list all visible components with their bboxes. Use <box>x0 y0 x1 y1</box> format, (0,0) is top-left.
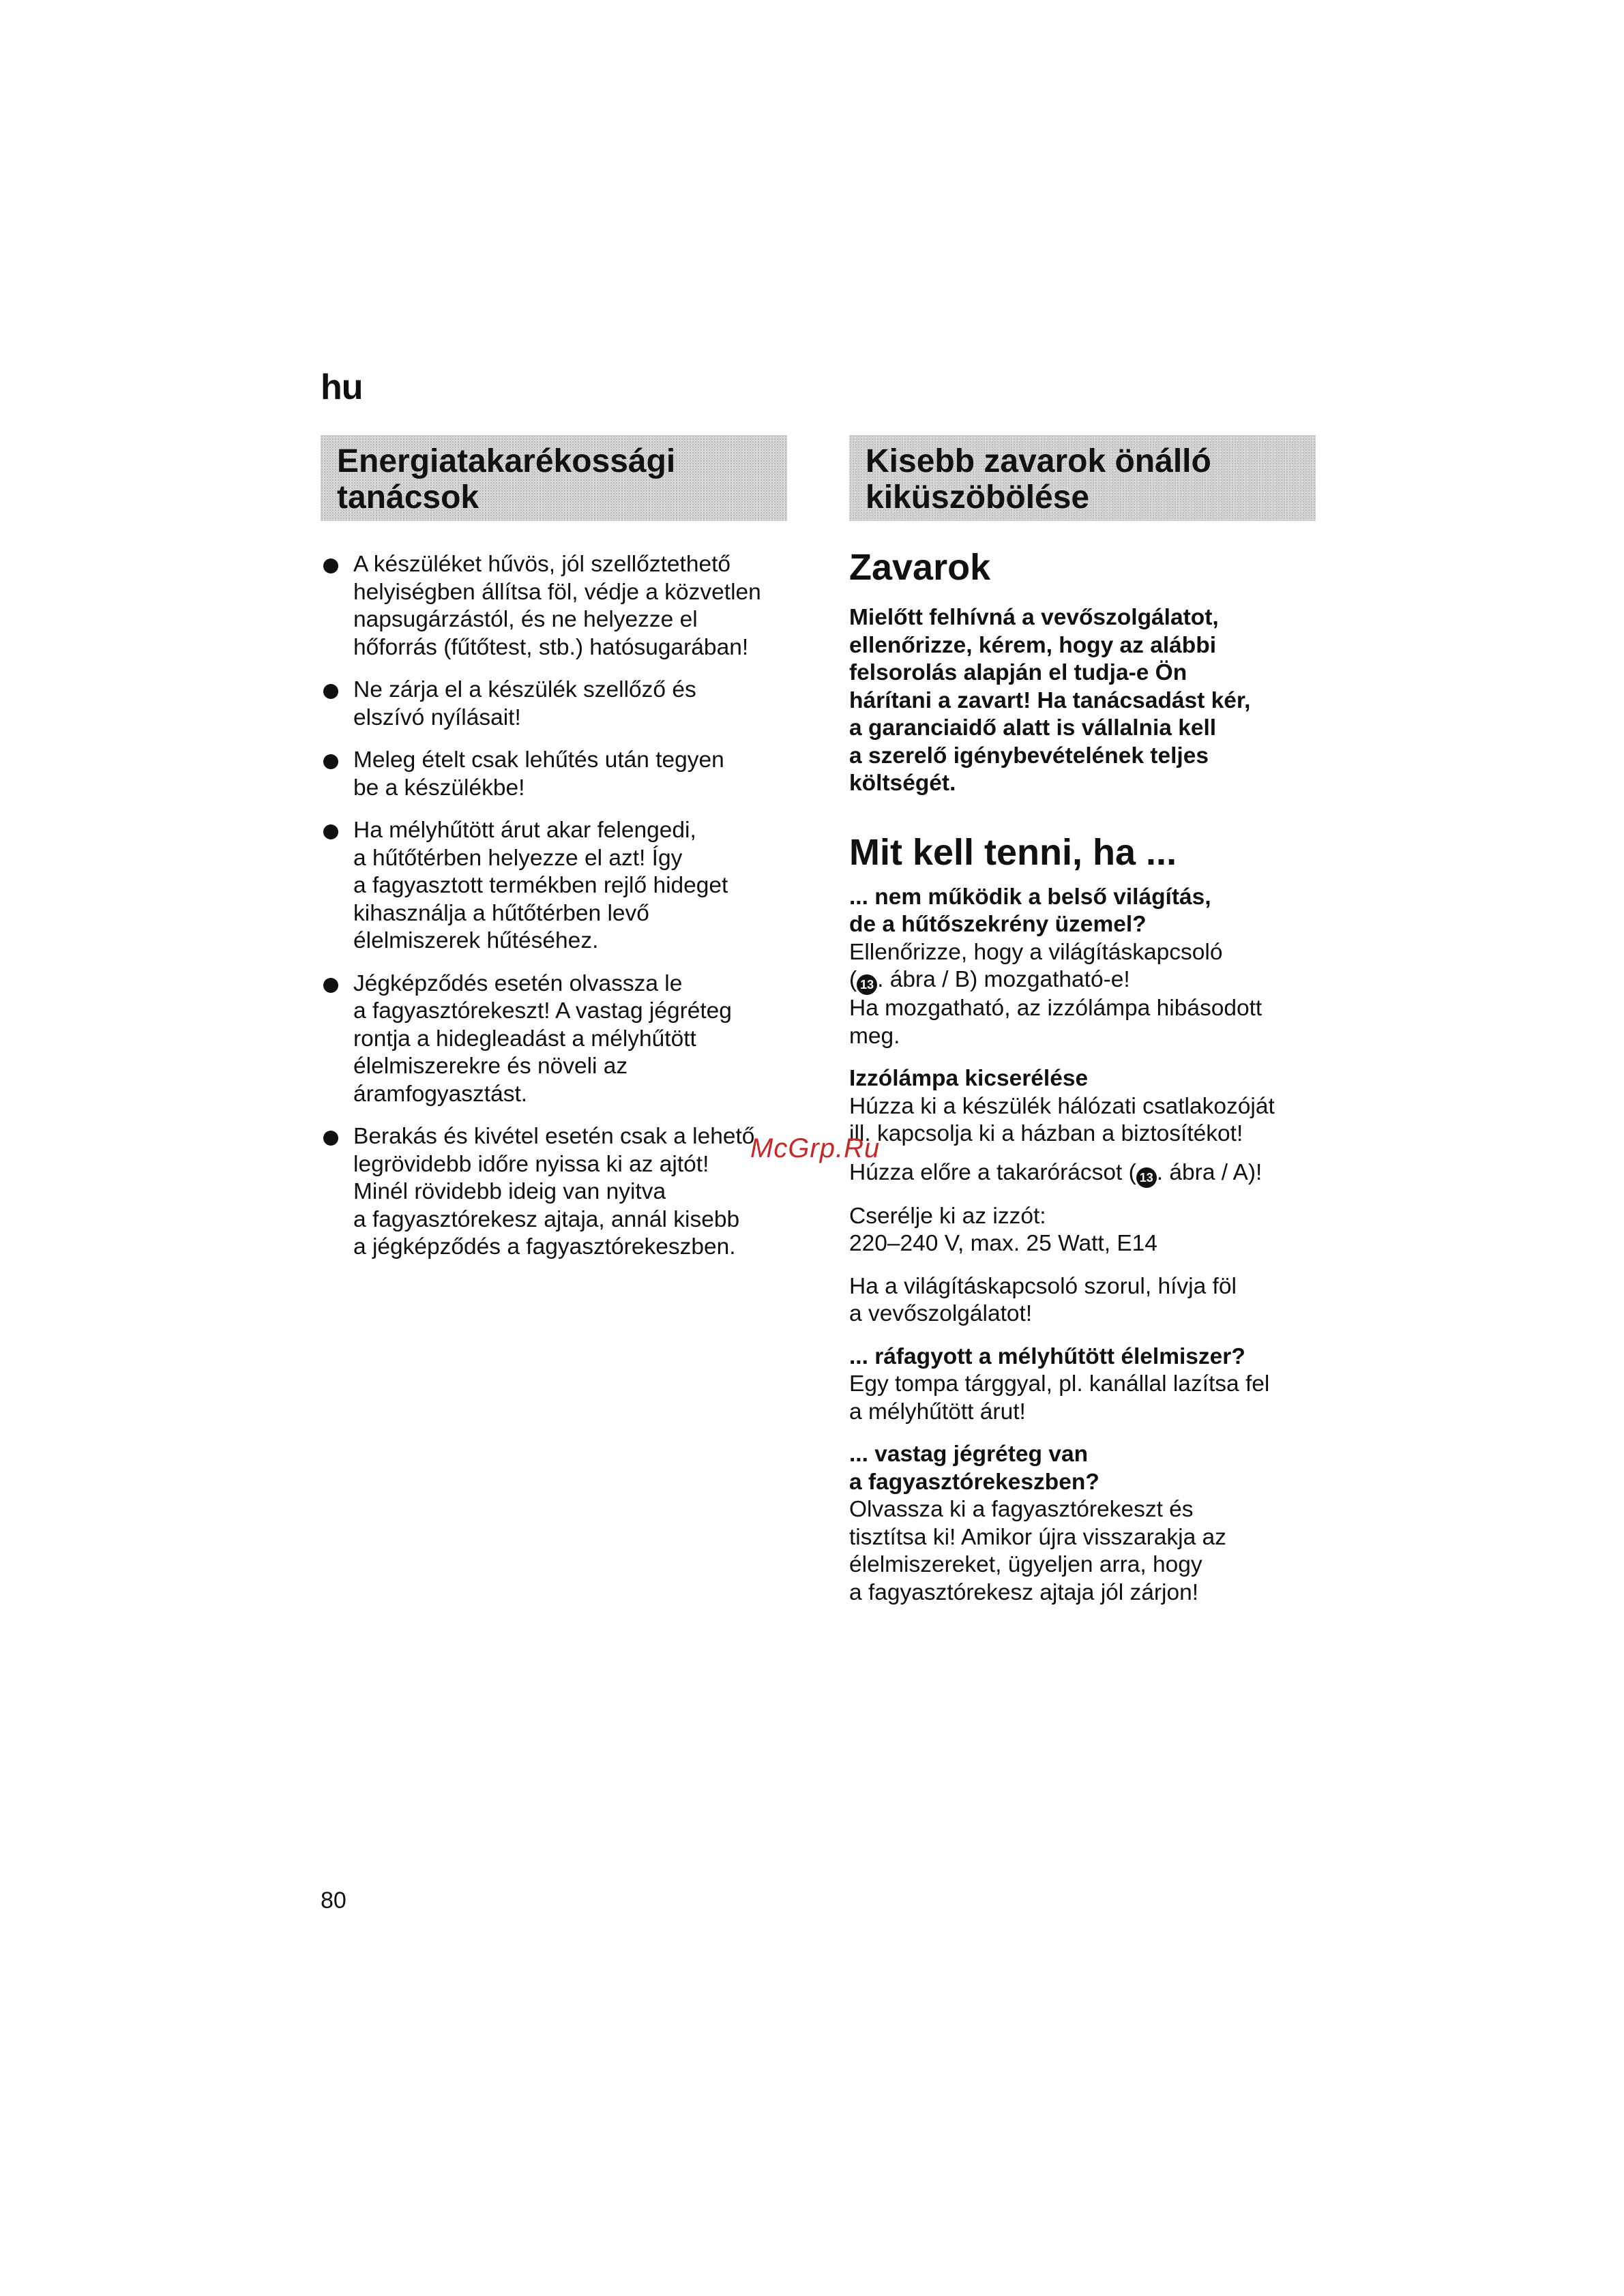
switch-note <box>849 1273 1327 1328</box>
text-line: Húzza ki a készülék hálózati csatlakozóját <box>849 1093 1275 1119</box>
text-line: a fagyasztórekesz ajtaja jól zárjon! <box>849 1579 1199 1605</box>
bullet-icon <box>323 754 338 769</box>
text-line: élelmiszerek hűtéséhez. <box>353 928 599 953</box>
text-line: kihasználja a hűtőtérben levő <box>353 900 649 926</box>
text-line: Ha a világításkapcsoló szorul, hívja föl <box>849 1273 1237 1299</box>
banner-title-line: tanácsok <box>337 479 479 516</box>
text-line: a szerelő igénybevételének teljes <box>849 743 1209 769</box>
text-line: a fagyasztórekesz ajtaja, annál kisebb <box>353 1206 740 1232</box>
what-to-do-heading: Mit kell tenni, ha ... <box>849 831 1177 873</box>
text-line: ellenőrizze, kérem, hogy az alábbi <box>849 632 1217 658</box>
text-line: 220–240 V, max. 25 Watt, E14 <box>849 1231 1157 1256</box>
banner-title-line: Kisebb zavarok önálló <box>866 443 1211 479</box>
text-line: a fagyasztórekeszt! A vastag jégréteg <box>353 998 732 1024</box>
list-item <box>321 817 798 955</box>
text-line: élelmiszerekre és növeli az <box>353 1054 628 1079</box>
text-line: hőforrás (fűtőtest, stb.) hatósugarában! <box>353 634 749 660</box>
text-line: Ha mozgatható, az izzólámpa hibásodott <box>849 996 1263 1021</box>
text-line: Minél rövidebb ideig van nyitva <box>353 1179 666 1204</box>
energy-tips-column <box>321 551 798 1277</box>
watermark: McGrp.Ru <box>750 1133 881 1163</box>
bullet-icon <box>323 824 338 839</box>
text-fragment: . ábra / B) mozgatható-e! <box>877 967 1130 992</box>
bullet-icon <box>323 1131 338 1146</box>
text-fragment: . ábra / A)! <box>1156 1159 1263 1185</box>
text-line: Ellenőrizze, hogy a világításkapcsoló <box>849 939 1223 965</box>
question-line: ... ráfagyott a mélyhűtött élelmiszer? <box>849 1343 1245 1369</box>
text-fragment: ( <box>849 967 857 992</box>
page-number: 80 <box>321 1888 346 1913</box>
banner-title-line: Energiatakarékossági <box>337 443 676 479</box>
text-line: áramfogyasztást. <box>353 1081 528 1107</box>
troubleshooting-column <box>849 546 1327 1622</box>
question-line: ... vastag jégréteg van <box>849 1442 1089 1467</box>
intro-paragraph <box>849 604 1327 798</box>
text-line: költségét. <box>849 771 956 796</box>
text-fragment: Húzza előre a takarórácsot ( <box>849 1159 1136 1185</box>
text-line: élelmiszereket, ügyeljen arra, hogy <box>849 1552 1202 1577</box>
list-item <box>321 551 798 661</box>
text-line-with-figure <box>849 966 1327 995</box>
text-line: a jégképződés a fagyasztórekeszben. <box>353 1234 736 1259</box>
text-line: a mélyhűtött árut! <box>849 1399 1026 1425</box>
text-line: a vevőszolgálatot! <box>849 1301 1033 1326</box>
figure-number-badge: 13 <box>1136 1167 1157 1188</box>
bulb-replacement-block <box>849 1065 1327 1148</box>
text-line: Egy tompa tárggyal, pl. kanállal lazítsa fel <box>849 1371 1270 1397</box>
text-line: be a készülékbe! <box>353 775 525 801</box>
list-item <box>321 970 798 1109</box>
text-line: ill. kapcsolja ki a házban a biztosítékot! <box>849 1121 1243 1146</box>
text-line: a hűtőtérben helyezze el azt! Így <box>353 845 683 871</box>
text-line: rontja a hidegleadást a mélyhűtött <box>353 1026 696 1052</box>
text-line: Jégképződés esetén olvassza le <box>353 970 683 996</box>
text-line: Mielőtt felhívná a vevőszolgálatot, <box>849 605 1219 630</box>
text-line-with-figure <box>849 1159 1327 1188</box>
bullet-icon <box>323 558 338 573</box>
text-line: Cserélje ki az izzót: <box>849 1203 1046 1229</box>
thick-ice-block <box>849 1441 1327 1607</box>
text-line: a garanciaidő alatt is vállalnia kell <box>849 715 1217 741</box>
text-line: Meleg ételt csak lehűtés után tegyen <box>353 747 724 773</box>
question-line: a fagyasztórekeszben? <box>849 1469 1099 1495</box>
section-banner-energy-tips <box>321 435 787 521</box>
text-line: helyiségben állítsa föl, védje a közvetlen <box>353 579 761 605</box>
text-line: Berakás és kivétel esetén csak a lehető <box>353 1124 755 1149</box>
frozen-food-block <box>849 1343 1327 1427</box>
bullet-icon <box>323 978 338 993</box>
subheading: Izzólámpa kicserélése <box>849 1066 1089 1091</box>
text-line: elszívó nyílásait! <box>353 704 521 730</box>
text-line: a fagyasztott termékben rejlő hideget <box>353 873 728 898</box>
bullet-icon <box>323 684 338 699</box>
figure-number-badge: 13 <box>857 974 877 995</box>
grille-instruction <box>849 1159 1327 1188</box>
banner-title-line: kiküszöbölése <box>866 479 1090 516</box>
text-line: A készüléket hűvös, jól szellőztethető <box>353 552 731 577</box>
text-line: Ne zárja el a készülék szellőző és <box>353 677 696 702</box>
text-line: tisztítsa ki! Amikor újra visszarakja az <box>849 1524 1226 1550</box>
energy-tips-list <box>321 551 798 1262</box>
list-item <box>321 676 798 732</box>
list-item <box>321 747 798 802</box>
question-line: de a hűtőszekrény üzemel? <box>849 912 1147 937</box>
text-line: hárítani a zavart! Ha tanácsadást kér, <box>849 687 1251 713</box>
bulb-spec <box>849 1203 1327 1258</box>
text-line: Ha mélyhűtött árut akar felengedi, <box>353 818 696 843</box>
question-line: ... nem működik a belső világítás, <box>849 884 1211 910</box>
text-line: legrövidebb időre nyissa ki az ajtót! <box>353 1151 709 1177</box>
section-banner-troubleshooting <box>849 435 1316 521</box>
text-line: felsorolás alapján el tudja-e Ön <box>849 660 1187 685</box>
list-item <box>321 1123 798 1262</box>
text-line: napsugárzástól, és ne helyezze el <box>353 607 698 632</box>
light-fault-block <box>849 884 1327 1051</box>
text-line: Olvassza ki a fagyasztórekeszt és <box>849 1497 1194 1522</box>
faults-heading: Zavarok <box>849 547 991 588</box>
language-code: hu <box>321 368 363 407</box>
text-line: meg. <box>849 1023 900 1049</box>
